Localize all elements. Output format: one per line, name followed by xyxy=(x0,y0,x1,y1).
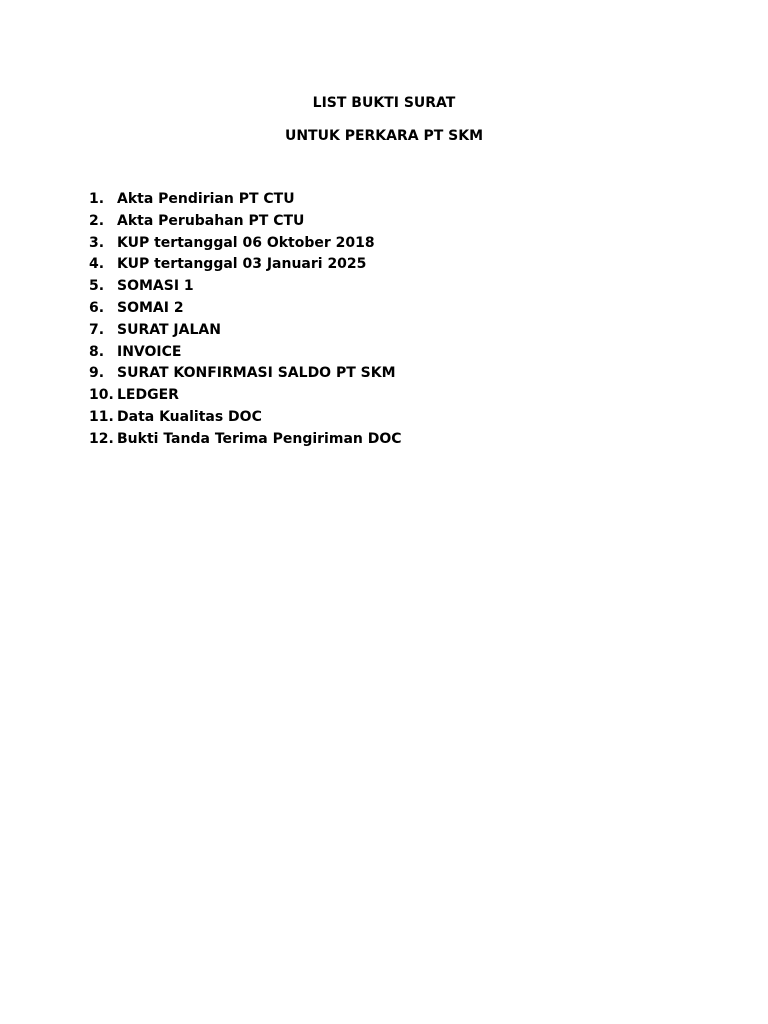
item-number: 4. xyxy=(89,256,105,273)
item-text: SURAT KONFIRMASI SALDO PT SKM xyxy=(117,365,396,382)
item-text: Akta Pendirian PT CTU xyxy=(117,191,295,207)
item-number: 6. xyxy=(89,299,105,316)
list-item xyxy=(89,233,402,255)
item-text: Bukti Tanda Terima Pengiriman DOC xyxy=(117,430,402,447)
list-item xyxy=(89,429,402,451)
item-text: KUP tertanggal 06 Oktober 2018 xyxy=(117,234,375,251)
document-title: LIST BUKTI SURAT xyxy=(312,95,456,111)
document-subtitle: UNTUK PERKARA PT SKM xyxy=(284,128,484,144)
list-item xyxy=(89,254,402,276)
list-item xyxy=(89,298,402,320)
item-number: 11. xyxy=(89,408,114,425)
evidence-list xyxy=(89,189,402,451)
item-text: KUP tertanggal 03 Januari 2025 xyxy=(117,256,367,273)
list-item xyxy=(89,320,402,342)
item-text: Akta Perubahan PT CTU xyxy=(117,212,305,229)
item-text: INVOICE xyxy=(117,343,182,360)
item-number: 1. xyxy=(89,191,105,207)
list-item xyxy=(89,211,402,233)
item-number: 3. xyxy=(89,234,105,251)
item-number: 5. xyxy=(89,278,105,295)
list-item xyxy=(89,363,402,385)
item-text: LEDGER xyxy=(117,387,179,404)
item-number: 8. xyxy=(89,343,105,360)
item-text: SOMASI 1 xyxy=(117,278,194,295)
item-number: 10. xyxy=(89,387,114,404)
item-text: SURAT JALAN xyxy=(117,321,221,338)
list-item xyxy=(89,407,402,429)
list-item xyxy=(89,276,402,298)
list-item xyxy=(89,189,402,211)
item-text: Data Kualitas DOC xyxy=(117,408,262,425)
item-number: 7. xyxy=(89,321,105,338)
item-number: 12. xyxy=(89,430,114,447)
item-text: SOMAI 2 xyxy=(117,299,184,316)
item-number: 9. xyxy=(89,365,105,382)
list-item xyxy=(89,385,402,407)
list-item xyxy=(89,342,402,364)
item-number: 2. xyxy=(89,212,105,229)
